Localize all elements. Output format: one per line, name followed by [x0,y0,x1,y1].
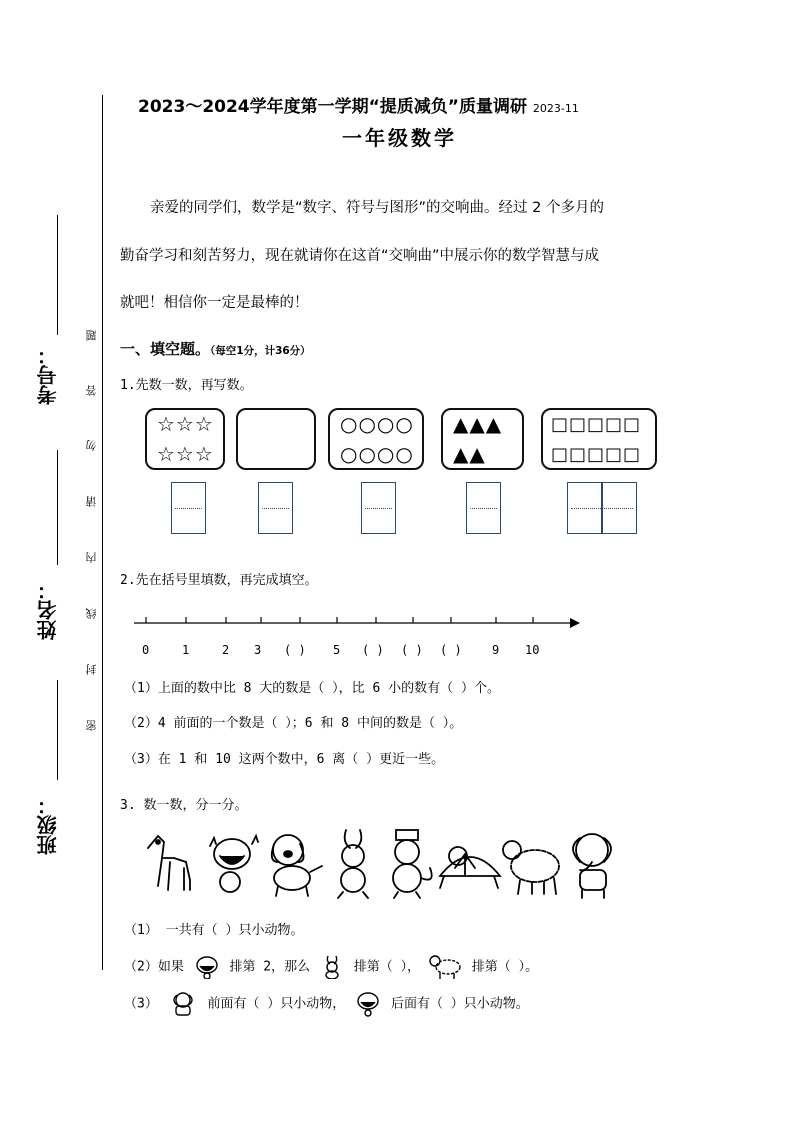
singing-duck-icon [192,955,222,979]
exam-date: 2023-11 [532,102,579,115]
tick-blank[interactable]: ( ) [284,643,306,657]
animal-row [140,828,620,900]
tick-label: 10 [525,643,540,657]
count-box-triangles [441,408,524,470]
seal-char: 封 [85,664,98,675]
tick-label: 1 [182,643,190,657]
name-label: 姓名： [36,580,60,640]
circle-row: ○○○○ [340,442,414,466]
star-row: ☆☆☆ [157,442,214,466]
sheep-icon [503,841,559,894]
count-box-stars [145,408,225,470]
seal-char: 密 [85,720,98,731]
question-3-line: （1） 一共有（ ）只小动物。 [124,923,304,938]
intro-line: 亲爱的同学们，数学是“数字、符号与图形”的交响曲。经过 2 个多月的 [150,200,604,216]
tick-blank[interactable]: ( ) [362,643,384,657]
question-1-title: 1.先数一数，再写数。 [120,378,253,393]
section-title: 一、填空题。 [120,340,211,358]
name-underline [57,450,58,565]
question-2-line: （2）4 前面的一个数是（ ）；6 和 8 中间的数是（ ）。 [124,716,463,731]
sheep-icon [428,955,464,979]
answer-box[interactable] [258,482,293,534]
q3-line3-part: 前面有（ ）只小动物， [207,996,346,1012]
seal-char: 内 [85,552,98,563]
tick-blank[interactable]: ( ) [440,643,462,657]
tick-label: 3 [254,643,262,657]
triangle-row: ▲▲▲ [453,412,503,436]
intro-line: 勤奋学习和刻苦努力，现在就请你在这首“交响曲”中展示你的数学智慧与成 [120,248,600,264]
margin-line [102,95,103,970]
class-label: 班级： [36,795,60,855]
question-3-line-2 [124,955,538,979]
count-box-circles [328,408,424,470]
question-3-line-3 [124,991,529,1017]
number-line [130,612,580,632]
section-note: （每空1分，计36分） [210,345,311,357]
triangle-row: ▲▲ [453,442,486,466]
rabbit-icon [338,830,368,898]
exam-title-text: 2023～2024学年度第一学期“提质减负”质量调研 [138,97,527,117]
q3-line2-part: （2）如果 [124,959,184,975]
seal-char: 线 [85,608,98,619]
elephant-icon [573,834,611,898]
q3-line2-part: 排第（ ）， [353,959,421,975]
seal-char: 题 [85,330,98,341]
question-2-line: （3）在 1 和 10 这两个数中，6 离（ ）更近一些。 [124,752,445,767]
answer-box[interactable] [466,482,501,534]
tick-label: 0 [142,643,150,657]
tick-blank[interactable]: ( ) [401,643,423,657]
exam-title [138,92,579,117]
q3-line2-part: 排第 2，那么 [229,959,311,975]
q3-line2-part: 排第（ ）。 [471,959,539,975]
horse-icon [148,836,190,890]
section-heading [120,338,311,359]
q3-line3-part: 后面有（ ）只小动物。 [390,996,529,1012]
answer-box-two-digit[interactable] [567,482,637,534]
answer-box[interactable] [361,482,396,534]
q3-line3-part: （3） [124,996,158,1012]
tick-label: 2 [222,643,230,657]
seal-char: 勿 [85,440,98,451]
singing-duck-icon [353,991,383,1017]
tick-label: 5 [333,643,341,657]
exam-no-underline [57,215,58,335]
elephant-icon [166,991,200,1017]
tick-label: 9 [492,643,500,657]
question-3-title: 3. 数一数，分一分。 [120,798,248,813]
square-row: □□□□□ [551,444,642,465]
dog-icon [272,835,322,896]
answer-box[interactable] [171,482,206,534]
star-row: ☆☆☆ [157,412,214,436]
exam-subtitle: 一年级数学 [342,126,457,150]
question-2-line: （1）上面的数中比 8 大的数是（ ），比 6 小的数有（ ）个。 [124,681,500,696]
class-underline [57,680,58,780]
square-row: □□□□□ [551,414,642,435]
count-box-empty [236,408,316,470]
turtle-icon [440,847,500,888]
question-2-title: 2.先在括号里填数，再完成填空。 [120,573,318,588]
circle-row: ○○○○ [340,412,414,436]
singing-duck-icon [210,836,258,892]
intro-line: 就吧！相信你一定是最棒的！ [120,295,309,311]
count-box-squares [541,408,657,470]
rabbit-icon [318,955,346,979]
monkey-icon [393,830,432,898]
exam-no-label: 考号： [36,345,60,405]
seal-char: 答 [85,385,98,396]
seal-char: 请 [85,496,98,507]
